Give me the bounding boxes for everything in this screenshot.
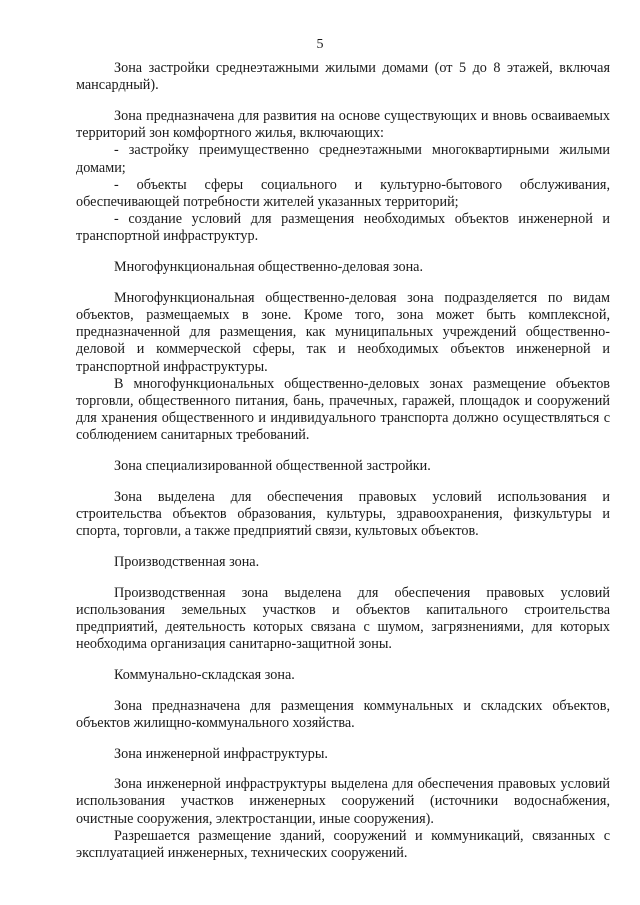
paragraph: Разрешается размещение зданий, сооружений и коммуникаций, связанных с эксплуатацией инженерных, технических сооружений. — [76, 827, 610, 862]
page-number: 5 — [316, 37, 324, 52]
section-heading: Зона инженерной инфраструктуры. — [114, 745, 328, 762]
paragraph: Зона инженерной инфраструктуры выделена для обеспечения правовых условий использования участков инженерных сооружений (источники водоснабжения, очистные сооружения, электростанции, иные сооружения). — [76, 776, 610, 827]
paragraph: Производственная зона выделена для обеспечения правовых условий использования земельных участков и объектов капитального строительства предприятий, деятельность которых связана с шумом, загрязнениями, для которых необходима организация санитарно-защитной зоны. — [76, 584, 610, 653]
paragraph: Зона предназначена для развития на основе существующих и вновь осваиваемых территорий зон комфортного жилья, включающих: — [76, 107, 610, 142]
section-heading: Производственная зона. — [114, 553, 260, 570]
paragraph: В многофункциональных общественно-деловых зонах размещение объектов торговли, общественного питания, бань, прачечных, гаражей, площадок и сооружений для хранения общественного и индивидуального транспорта должно осуществляться с соблюдением санитарных требований. — [76, 375, 610, 444]
list-item: - создание условий для размещения необходимых объектов инженерной и транспортной инфраструктур. — [76, 211, 610, 245]
paragraph: Зона выделена для обеспечения правовых условий использования и строительства объектов образования, культуры, здравоохранения, физкультуры и спорта, торговли, а также предприятий связи, культовых объектов. — [76, 488, 610, 540]
section-heading: Зона застройки среднеэтажными жилыми домами (от 5 до 8 этажей, включая мансардный). — [76, 60, 610, 94]
paragraph: Зона предназначена для размещения коммунальных и складских объектов, объектов жилищно-коммунального хозяйства. — [76, 697, 610, 731]
paragraph: Многофункциональная общественно-деловая зона подразделяется по видам объектов, размещаемых в зоне. Кроме того, зона может быть комплексной, предназначенной для размещения, как муниципальных учреждений общественно-деловой и коммерческой сферы, так и необходимых объектов инженерной и транспортной инфраструктуры. — [76, 289, 610, 375]
document-body — [76, 60, 610, 862]
section-heading: Зона специализированной общественной застройки. — [114, 458, 431, 475]
list-item: - объекты сферы социального и культурно-бытового обслуживания, обеспечивающей потребности жителей указанных территорий; — [76, 176, 610, 210]
list-item: - застройку преимущественно среднеэтажными многоквартирными жилыми домами; — [76, 142, 610, 176]
section-heading: Многофункциональная общественно-деловая зона. — [114, 259, 424, 276]
section-heading: Коммунально-складская зона. — [114, 666, 295, 683]
